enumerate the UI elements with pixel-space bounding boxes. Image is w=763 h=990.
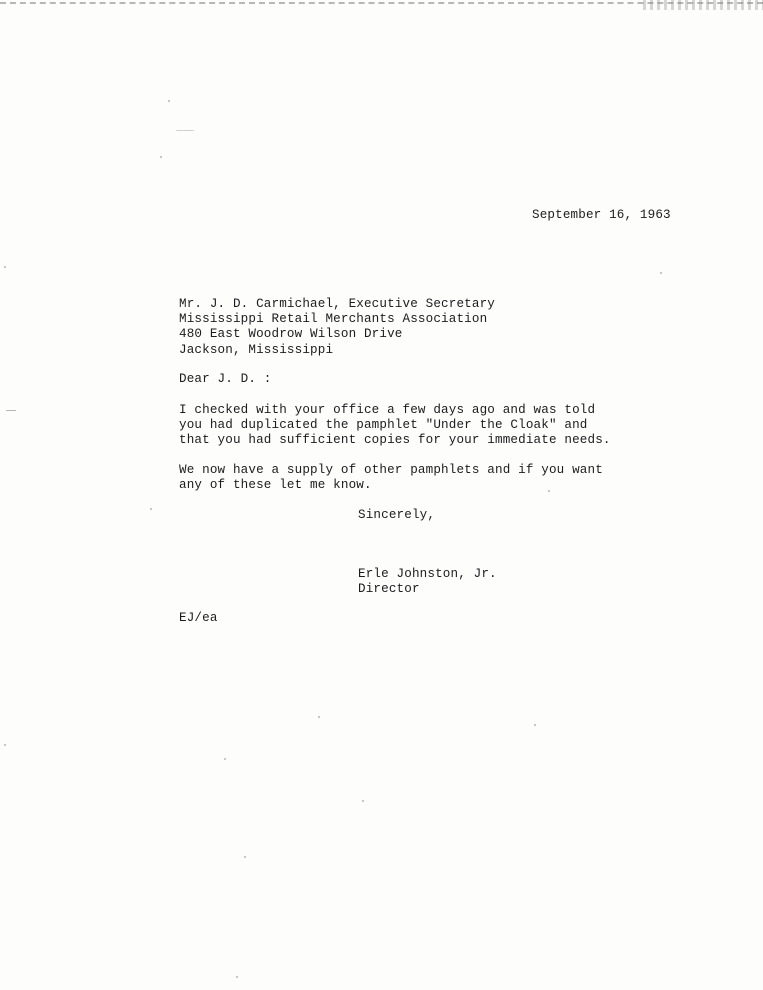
scan-speck [224,758,226,760]
scan-speck [534,724,536,726]
scan-speck [150,508,152,510]
scan-speck [244,856,246,858]
salutation: Dear J. D. : [179,372,272,386]
letter-date: September 16, 1963 [532,208,671,222]
scan-speck [4,744,6,746]
body-line: any of these let me know. [179,478,372,492]
page-top-edge-mark [643,0,763,10]
signer-name: Erle Johnston, Jr. [358,567,497,581]
scan-speck [362,800,364,802]
scan-speck [176,130,194,131]
scan-speck [318,716,320,718]
signer-title: Director [358,582,420,596]
typist-initials: EJ/ea [179,611,218,625]
body-line: you had duplicated the pamphlet "Under the Cloak" and [179,418,588,432]
recipient-line: Mississippi Retail Merchants Association [179,312,488,326]
body-line: We now have a supply of other pamphlets and if you want [179,463,603,477]
scan-speck [6,410,16,411]
scan-speck [236,976,238,978]
closing: Sincerely, [358,508,436,522]
scan-speck [660,272,662,274]
scan-speck [548,490,550,492]
body-line: I checked with your office a few days ago and was told [179,403,596,417]
scan-speck [160,156,162,158]
scan-speck [168,100,170,102]
body-line: that you had sufficient copies for your immediate needs. [179,433,611,447]
recipient-line: 480 East Woodrow Wilson Drive [179,327,403,341]
scan-speck [4,266,6,268]
recipient-line: Mr. J. D. Carmichael, Executive Secretary [179,297,496,311]
recipient-line: Jackson, Mississippi [179,343,334,357]
